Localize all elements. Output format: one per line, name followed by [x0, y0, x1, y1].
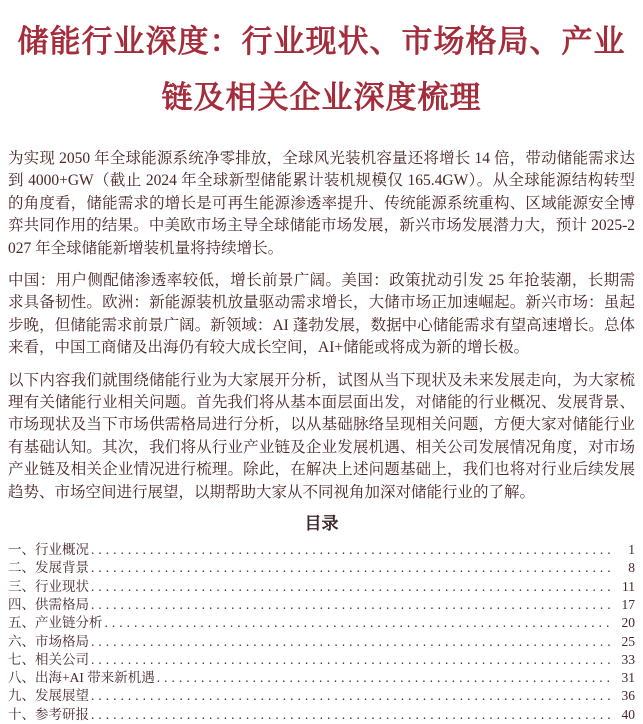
toc-entry-page-number: 36	[621, 688, 635, 704]
toc-entry-industry-status[interactable]	[8, 578, 635, 596]
toc-entry-label: 七、相关公司	[8, 651, 89, 667]
toc-dot-leader	[91, 559, 614, 577]
toc-entry-industry-overview[interactable]	[8, 541, 635, 559]
toc-entry-page-number: 33	[621, 651, 635, 667]
toc-entry-market-landscape[interactable]	[8, 633, 635, 651]
toc-entry-label: 十、参考研报	[8, 706, 89, 722]
toc-entry-label: 二、发展背景	[8, 560, 89, 576]
toc-dot-leader	[91, 651, 614, 669]
toc-entry-development-outlook[interactable]	[8, 687, 635, 705]
toc-entry-page-number: 11	[622, 578, 635, 594]
toc-heading: 目录	[304, 514, 339, 534]
toc-entry-label: 六、市场格局	[8, 633, 89, 649]
toc-entry-page-number: 40	[621, 706, 635, 722]
toc-entry-label: 四、供需格局	[8, 596, 89, 612]
toc-entry-reference-reports[interactable]	[8, 706, 635, 724]
toc-entry-overseas-ai-opportunities[interactable]	[8, 669, 635, 687]
page-title-line-2: 链及相关企业深度梳理	[161, 80, 482, 115]
toc-entry-label: 九、发展展望	[8, 688, 89, 704]
toc-entry-label: 一、行业概况	[8, 542, 89, 558]
toc-entry-page-number: 20	[621, 615, 635, 631]
toc-entry-supply-demand[interactable]	[8, 596, 635, 614]
toc-entry-development-background[interactable]	[8, 559, 635, 577]
body-paragraph-global-demand: 为实现 2050 年全球能源系统净零排放，全球风光装机容量还将增长 14 倍，带动储能需求达到 4000+GW（截止 2024 年全球新型储能累计装机规模仅 165.4GW）。从全球能源结构转型的角度看，储能需求的增长是可再生能源渗透率提升、传统能源系统重构、区域能源安全博弈共同作用的结果。中美欧市场主导全球储能市场发展，新兴市场发展潜力大，预计 2025-2027 年全球储能新增装机量将持续增长。	[8, 150, 635, 257]
toc-dot-leader	[91, 706, 614, 724]
body-paragraph-regional-markets: 中国：用户侧配储渗透率较低，增长前景广阔。美国：政策扰动引发 25 年抢装潮，长期需求具备韧性。欧洲：新能源装机放量驱动需求增长，大储市场正加速崛起。新兴市场：虽起步晚，但储能需求前景广阔。新领域：AI 蓬勃发展，数据中心储能需求有望高速增长。总体来看，中国工商储及出海仍有较大成长空间，AI+储能或将成为新的增长极。	[8, 272, 635, 357]
toc-dot-leader	[91, 578, 614, 596]
toc-entry-label: 三、行业现状	[8, 578, 89, 594]
toc-entry-label: 五、产业链分析	[8, 615, 103, 631]
toc-entry-page-number: 25	[621, 633, 635, 649]
toc-entry-page-number: 17	[621, 596, 635, 612]
toc-dot-leader	[91, 541, 614, 559]
toc-dot-leader	[91, 687, 614, 705]
toc-dot-leader	[105, 614, 615, 632]
toc-entry-page-number: 8	[628, 560, 635, 576]
toc-entry-page-number: 1	[628, 542, 635, 558]
toc-dot-leader	[91, 596, 614, 614]
toc-dot-leader	[91, 633, 614, 651]
body-paragraph-report-outline: 以下内容我们就围绕储能行业为大家展开分析，试图从当下现状及未来发展走向，为大家梳理有关储能行业相关问题。首先我们将从基本面层面出发，对储能的行业概况、发展背景、市场现状及当下市场供需格局进行分析，以从基础脉络呈现相关问题，方便大家对储能行业有基础认知。其次，我们将从行业产业链及企业发展机遇、相关公司发展情况角度，对市场产业链及相关企业情况进行梳理。除此，在解决上述问题基础上，我们也将对行业后续发展趋势、市场空间进行展望，以期帮助大家从不同视角加深对储能行业的了解。	[8, 371, 635, 501]
body-section	[8, 148, 635, 504]
toc-entry-page-number: 31	[621, 670, 635, 686]
toc-entry-related-companies[interactable]	[8, 651, 635, 669]
page-title-line-1: 储能行业深度：行业现状、市场格局、产业	[17, 24, 626, 59]
page-title	[8, 14, 635, 126]
toc-entry-label: 八、出海+AI 带来新机遇	[8, 670, 155, 686]
toc-entry-industry-chain[interactable]	[8, 614, 635, 632]
toc-list	[8, 541, 635, 724]
toc-dot-leader	[157, 669, 614, 687]
